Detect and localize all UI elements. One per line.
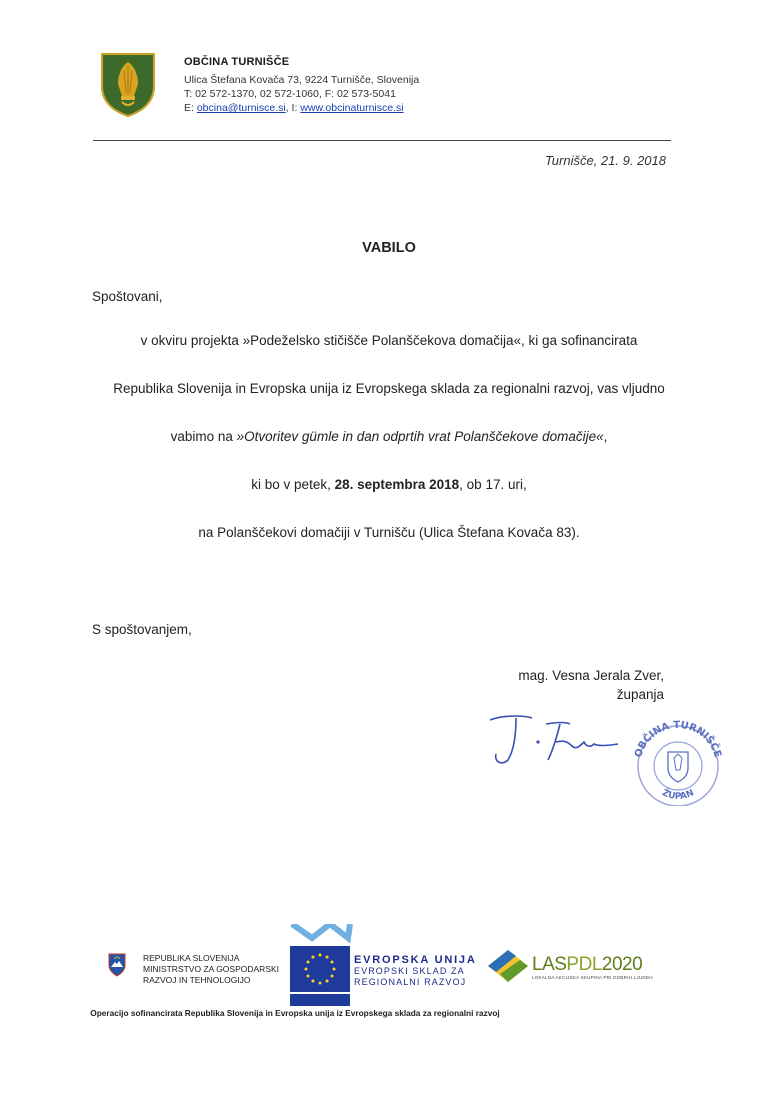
website-link[interactable]: www.obcinaturnisce.si [300, 102, 404, 114]
slovenia-crest-icon [108, 953, 126, 977]
web-prefix: , I: [285, 102, 301, 114]
las-pdl-wordmark [532, 954, 642, 976]
las-part-3: 2020 [601, 954, 643, 975]
ministry-line-2: MINISTRSTVO ZA GOSPODARSKI [143, 964, 280, 974]
header-divider [93, 140, 671, 141]
org-phones: T: 02 572-1370, 02 572-1060, F: 02 573-5041 [184, 88, 396, 100]
letter-title: VABILO [362, 240, 416, 256]
eu-line-2: EVROPSKI SKLAD ZA [354, 966, 465, 976]
salutation: Spoštovani, [92, 289, 163, 304]
svg-text:ŽUPAN [660, 786, 695, 802]
eu-fund-text [354, 955, 477, 988]
when-prefix: ki bo v petek, [251, 477, 335, 492]
signer-role: županja [616, 687, 664, 702]
ministry-line-3: RAZVOJ IN TEHNOLOGIJO [143, 975, 251, 985]
municipality-crest-icon [100, 52, 156, 118]
svg-text:OBČINA TURNIŠČE [633, 720, 723, 759]
body-line-1: v okviru projekta »Podeželsko stičišče Polanščekova domačija«, ki ga sofinancirata [140, 333, 638, 348]
email-link[interactable]: obcina@turnisce.si [196, 102, 286, 114]
ministry-text [143, 953, 279, 986]
body-line-4 [0, 477, 778, 492]
las-part-2: PDL [566, 954, 602, 975]
signer-block [518, 666, 664, 704]
ministry-line-1: REPUBLIKA SLOVENIJA [143, 953, 240, 963]
las-pdl-logo-icon [486, 948, 530, 984]
invite-suffix: , [603, 429, 608, 444]
org-address: Ulica Štefana Kovača 73, 9224 Turnišče, Slovenija [184, 74, 420, 86]
handwritten-signature [486, 710, 626, 772]
eu-line-1: EVROPSKA UNIJA [354, 954, 477, 966]
invite-prefix: vabimo na [170, 429, 237, 444]
event-name: »Otvoritev gümle in dan odprtih vrat Polanščekove domačije« [236, 429, 604, 444]
cofinancing-note: Operacijo sofinancirata Republika Slovenija in Evropska unija iz Evropskega sklada za regionalni razvoj [90, 1008, 500, 1018]
eu-line-3: REGIONALNI RAZVOJ [354, 977, 467, 987]
closing: S spoštovanjem, [92, 622, 192, 637]
stamp-bottom-text: ŽUPAN [660, 788, 696, 802]
las-subtitle: LOKALNA AKCIJSKA SKUPINA PRI DOBRIH LJUDEH [532, 975, 653, 980]
when-suffix: , ob 17. uri, [459, 477, 527, 492]
stamp-top-text: OBČINA TURNIŠČE [633, 720, 723, 759]
body-line-3 [0, 429, 778, 444]
letter-date: Turnišče, 21. 9. 2018 [544, 153, 666, 168]
signer-name: mag. Vesna Jerala Zver, [518, 668, 664, 683]
body-line-2: Republika Slovenija in Evropska unija iz Evropskega sklada za regionalni razvoj, vas vljudno [113, 381, 665, 396]
org-contacts [184, 102, 404, 114]
las-part-1: LAS [532, 954, 567, 975]
official-stamp-icon [622, 720, 734, 806]
body-line-5: na Polanščekovi domačiji v Turnišču (Ulica Štefana Kovača 83). [198, 525, 580, 540]
email-prefix: E: [184, 102, 197, 114]
event-date: 28. septembra 2018 [334, 477, 460, 492]
org-name: OBČINA TURNIŠČE [184, 56, 290, 68]
